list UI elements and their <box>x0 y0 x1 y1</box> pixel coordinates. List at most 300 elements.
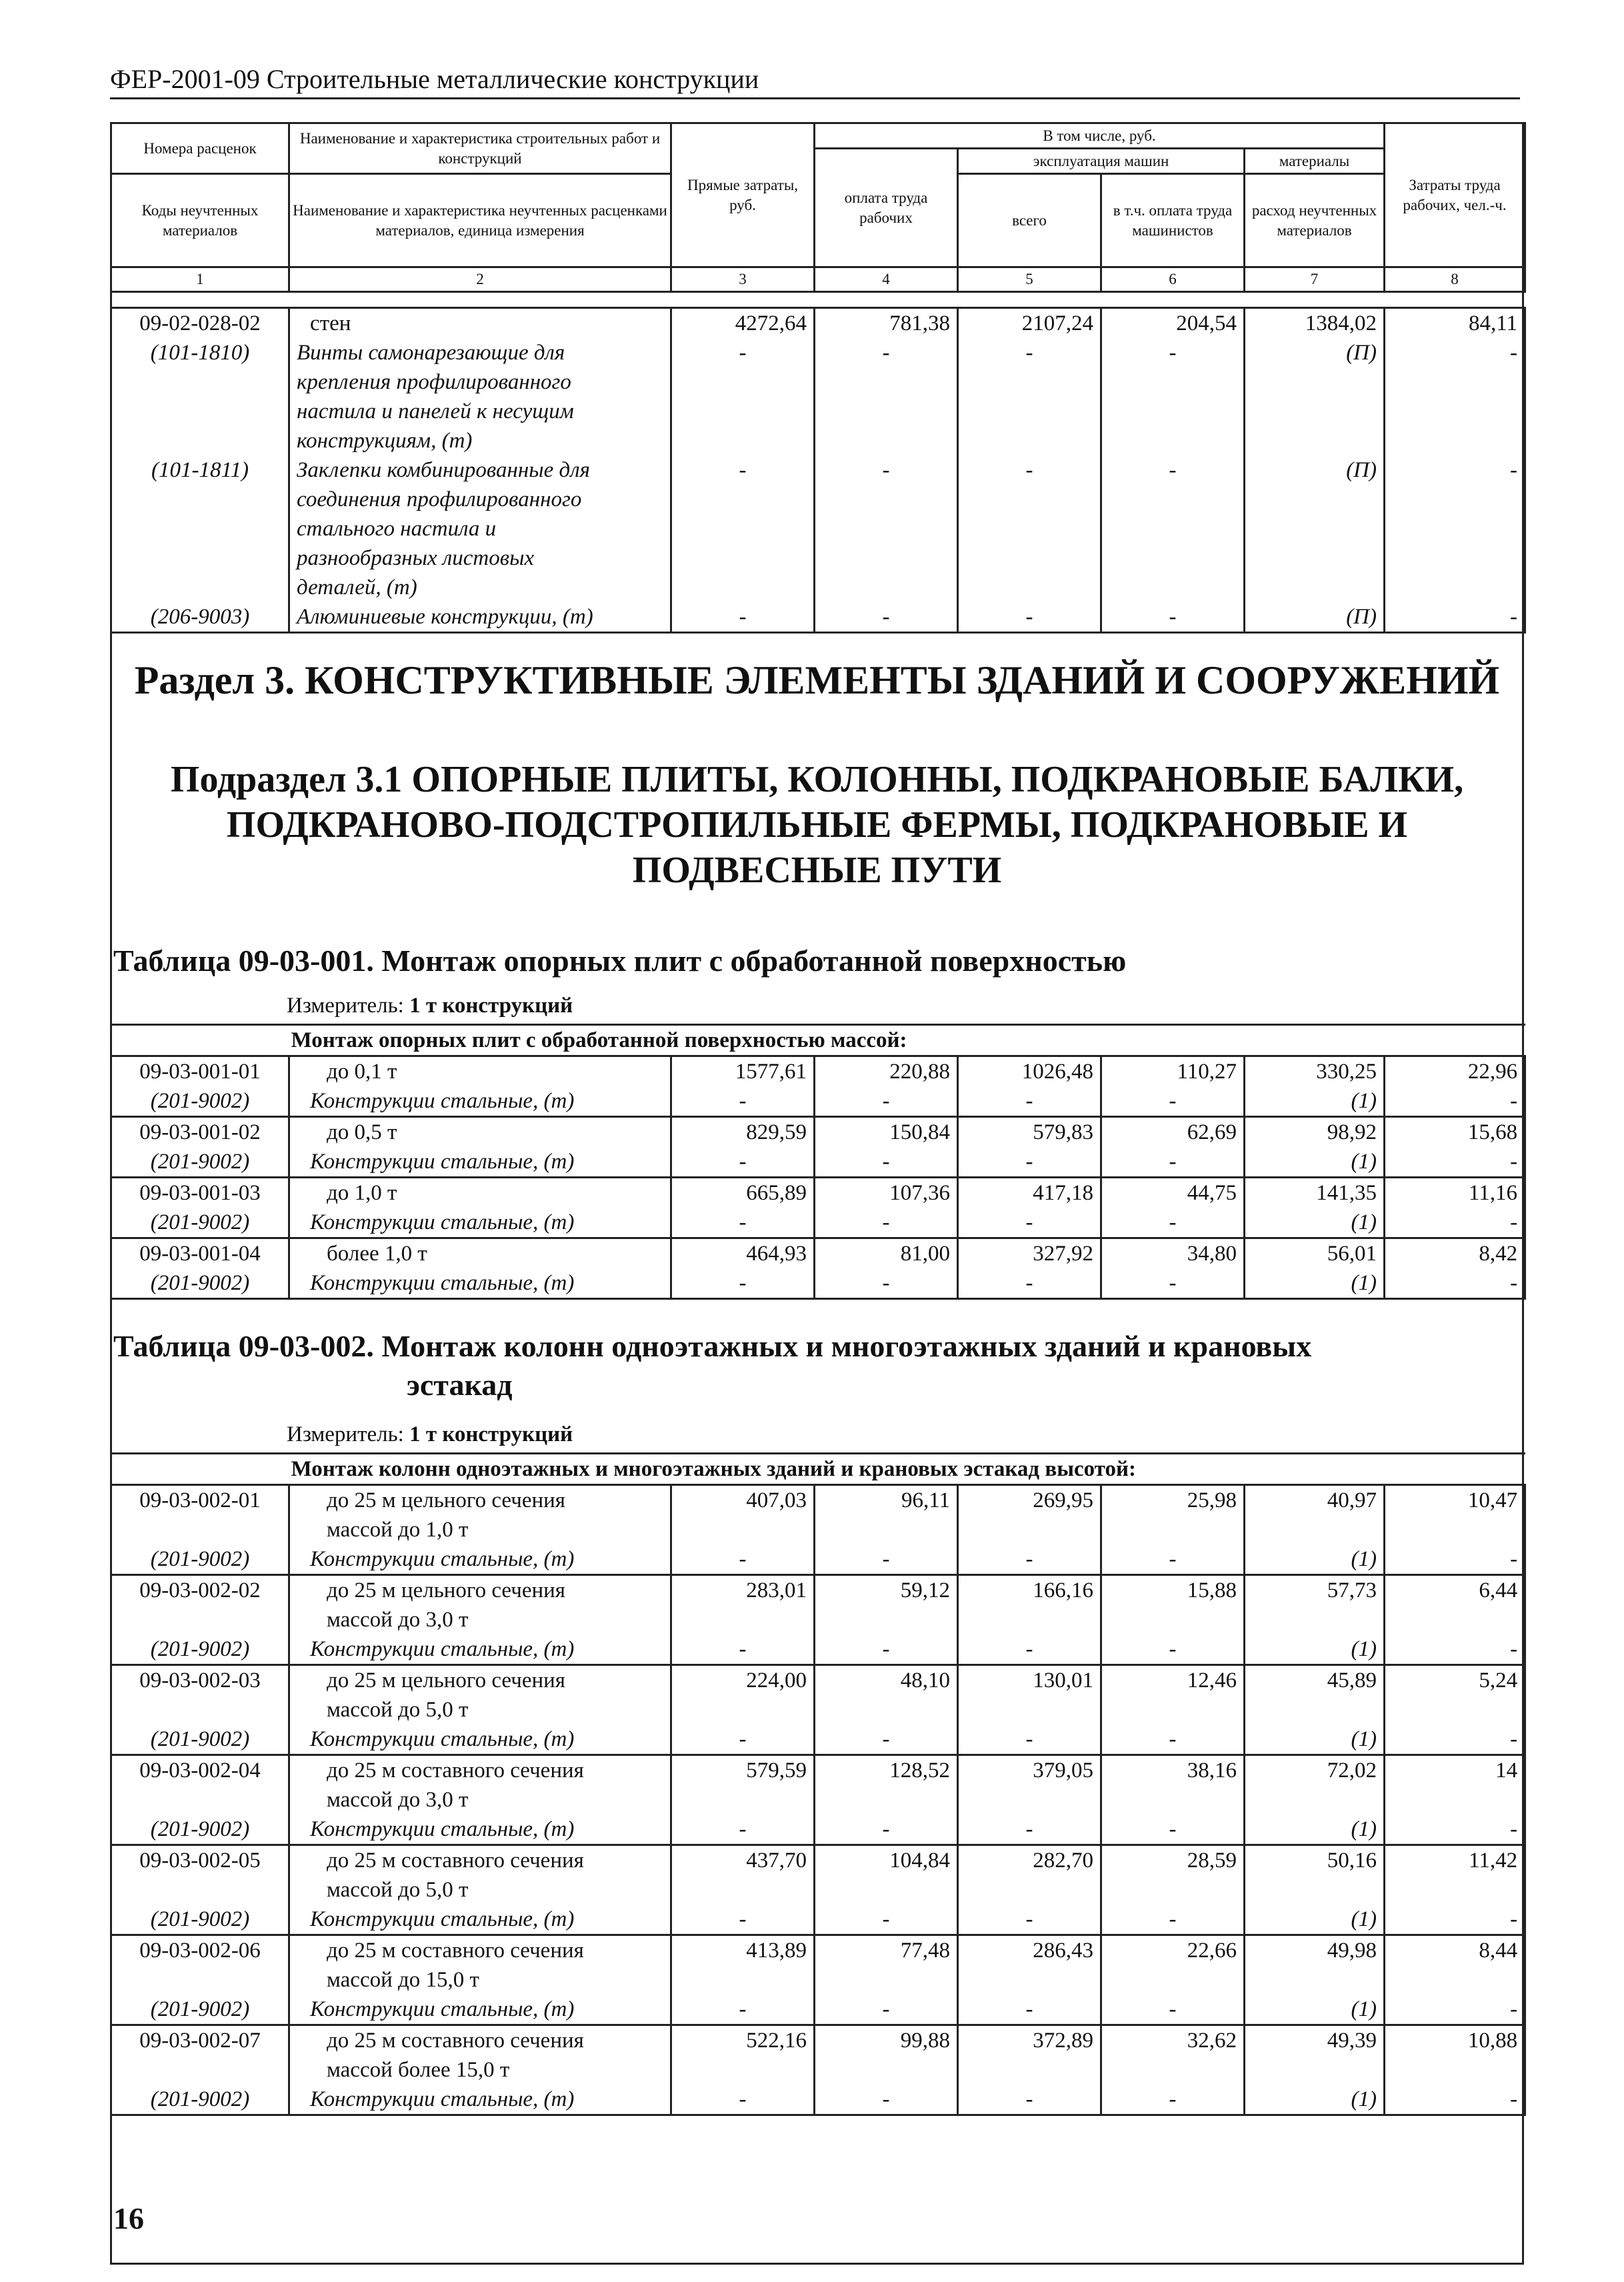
header-number: 3 <box>671 267 815 292</box>
material-row <box>111 1147 1525 1178</box>
material-name <box>289 455 671 602</box>
name-line: до 25 м составного сечения <box>327 2029 584 2053</box>
header-materials: материалы <box>1245 149 1385 174</box>
dash-cell: - <box>958 602 1101 633</box>
dash-cell: - <box>958 1634 1101 1665</box>
value-cell: 1577,61 <box>671 1056 815 1087</box>
dash-cell: - <box>958 1086 1101 1117</box>
dash-cell: - <box>958 1995 1101 2025</box>
material-category: (П) <box>1245 602 1385 633</box>
value-cell: 96,11 <box>815 1485 958 1545</box>
dash-cell: - <box>1101 1905 1245 1935</box>
material-name: Конструкции стальные, (т) <box>289 1208 671 1238</box>
dash-cell: - <box>815 1544 958 1575</box>
table1-unit-label: Измеритель: <box>287 994 404 1018</box>
table1 <box>110 1024 1526 1300</box>
header-number: 6 <box>1101 267 1245 292</box>
material-code: (201-9002) <box>111 1815 289 1845</box>
name-line: до 25 м составного сечения <box>327 1759 584 1783</box>
name-line: до 0,1 т <box>327 1060 397 1084</box>
value-cell: 107,36 <box>815 1178 958 1208</box>
dash-cell: - <box>958 1815 1101 1845</box>
dash-cell: - <box>671 1995 815 2025</box>
table-row <box>111 1935 1525 1995</box>
dash-cell: - <box>1385 1995 1525 2025</box>
value-cell: 150,84 <box>815 1117 958 1148</box>
value-cell: 32,62 <box>1101 2025 1245 2085</box>
material-row <box>111 1725 1525 1755</box>
group-row <box>111 1454 1525 1485</box>
value-cell: 413,89 <box>671 1935 815 1995</box>
dash-cell: - <box>958 1905 1101 1935</box>
dash-cell: - <box>1385 1634 1525 1665</box>
value-cell: 81,00 <box>815 1238 958 1269</box>
dash-cell: - <box>671 338 815 455</box>
name-line: деталей, (т) <box>297 576 417 600</box>
dash-cell: - <box>815 2085 958 2115</box>
value-cell: 11,42 <box>1385 1845 1525 1905</box>
header-col1-bottom: Коды неучтенных материалов <box>111 174 289 267</box>
value-cell: 269,95 <box>958 1485 1101 1545</box>
dash-cell: - <box>958 1725 1101 1755</box>
header-col2-bottom: Наименование и характеристика неучтенных расценками материалов, единица измерения <box>289 174 671 267</box>
material-code: (201-9002) <box>111 2085 289 2115</box>
table-row <box>111 1485 1525 1545</box>
material-name: Конструкции стальные, (т) <box>289 1544 671 1575</box>
table1-unit <box>287 994 573 1018</box>
subsection-title <box>112 757 1522 893</box>
value-cell: 99,88 <box>815 2025 958 2085</box>
value-cell: 2107,24 <box>958 308 1101 339</box>
value-cell: 166,16 <box>958 1575 1101 1635</box>
subsection-line: ПОДКРАНОВО-ПОДСТРОПИЛЬНЫЕ ФЕРМЫ, ПОДКРАНОВЫЕ И <box>226 804 1408 846</box>
header-col3: Прямые затраты, руб. <box>671 123 815 267</box>
name-line: массой до 3,0 т <box>327 1788 469 1812</box>
dash-cell: - <box>958 1147 1101 1178</box>
table-row <box>111 1845 1525 1905</box>
material-code: (201-9002) <box>111 1725 289 1755</box>
material-code: (201-9002) <box>111 1086 289 1117</box>
material-name <box>289 602 671 633</box>
value-cell: 464,93 <box>671 1238 815 1269</box>
value-cell: 44,75 <box>1101 1178 1245 1208</box>
dash-cell: - <box>1385 1208 1525 1238</box>
dash-cell: - <box>671 602 815 633</box>
value-cell: 45,89 <box>1245 1665 1385 1725</box>
value-cell: 34,80 <box>1101 1238 1245 1269</box>
material-code: (201-9002) <box>111 1905 289 1935</box>
value-cell: 579,83 <box>958 1117 1101 1148</box>
dash-cell: - <box>1101 1995 1245 2025</box>
work-name <box>289 1575 671 1635</box>
material-row <box>111 1544 1525 1575</box>
name-line: конструкциям, (т) <box>297 429 473 453</box>
value-cell: 128,52 <box>815 1755 958 1815</box>
table-row <box>111 1238 1525 1269</box>
material-name: Конструкции стальные, (т) <box>289 1268 671 1299</box>
dash-cell: - <box>671 2085 815 2115</box>
material-row <box>111 1815 1525 1845</box>
work-name <box>289 1755 671 1815</box>
rate-code: 09-03-002-07 <box>111 2025 289 2085</box>
value-cell: 40,97 <box>1245 1485 1385 1545</box>
name-line: крепления профилированного <box>297 370 571 394</box>
rate-code: 09-03-001-01 <box>111 1056 289 1087</box>
material-code: (201-9002) <box>111 1995 289 2025</box>
name-line: более 1,0 т <box>327 1242 427 1266</box>
material-name: Конструкции стальные, (т) <box>289 1815 671 1845</box>
dash-cell: - <box>815 1268 958 1299</box>
value-cell: 283,01 <box>671 1575 815 1635</box>
header-included: В том числе, руб. <box>815 123 1385 149</box>
rate-code: 09-03-002-02 <box>111 1575 289 1635</box>
rate-code: 09-03-002-01 <box>111 1485 289 1545</box>
material-row <box>111 2085 1525 2115</box>
name-line: массой до 5,0 т <box>327 1878 469 1902</box>
table-row <box>111 1665 1525 1725</box>
name-line: массой до 1,0 т <box>327 1518 469 1542</box>
table2-title <box>113 1327 1311 1404</box>
name-line: до 25 м составного сечения <box>327 1849 584 1873</box>
document-title: ФЕР-2001-09 Строительные металлические конструкции <box>110 64 759 94</box>
work-name <box>289 2025 671 2085</box>
value-cell: 522,16 <box>671 2025 815 2085</box>
rate-code: 09-03-002-04 <box>111 1755 289 1815</box>
value-cell: 6,44 <box>1385 1575 1525 1635</box>
name-line: настила и панелей к несущим <box>297 399 574 423</box>
header-col6: в т.ч. оплата труда машинистов <box>1101 174 1245 267</box>
dash-cell: - <box>671 1147 815 1178</box>
dash-cell: - <box>1101 338 1245 455</box>
material-row <box>111 1086 1525 1117</box>
header-col2-top: Наименование и характеристика строительных работ и конструкций <box>289 123 671 174</box>
value-cell: 437,70 <box>671 1845 815 1905</box>
work-name <box>289 1117 671 1148</box>
dash-cell: - <box>1385 1544 1525 1575</box>
dash-cell: - <box>671 1268 815 1299</box>
name-line: массой более 15,0 т <box>327 2058 510 2082</box>
table1-unit-value: 1 т конструкций <box>409 994 573 1018</box>
table2-title-line2: эстакад <box>407 1368 513 1402</box>
work-name: стен <box>289 308 671 339</box>
dash-cell: - <box>1385 1147 1525 1178</box>
material-code: (201-9002) <box>111 1208 289 1238</box>
work-name <box>289 1056 671 1087</box>
name-line: стального настила и <box>297 517 497 541</box>
table-row <box>111 1178 1525 1208</box>
rate-code: 09-03-002-03 <box>111 1665 289 1725</box>
material-code: (101-1810) <box>111 338 289 455</box>
title-rule <box>110 97 1520 99</box>
value-cell: 11,16 <box>1385 1178 1525 1208</box>
table-row <box>111 308 1525 339</box>
value-cell: 372,89 <box>958 2025 1101 2085</box>
value-cell: 110,27 <box>1101 1056 1245 1087</box>
value-cell: 1026,48 <box>958 1056 1101 1087</box>
value-cell: 48,10 <box>815 1665 958 1725</box>
header-number: 1 <box>111 267 289 292</box>
value-cell: 14 <box>1385 1755 1525 1815</box>
name-line: до 1,0 т <box>327 1181 397 1205</box>
dash-cell: - <box>671 1208 815 1238</box>
value-cell: 59,12 <box>815 1575 958 1635</box>
dash-cell: - <box>958 455 1101 602</box>
name-line: Винты самонарезающие для <box>297 341 565 365</box>
dash-cell: - <box>1101 1268 1245 1299</box>
material-code: (201-9002) <box>111 1147 289 1178</box>
top-block-table <box>110 307 1526 634</box>
name-line: массой до 15,0 т <box>327 1968 479 1992</box>
dash-cell: - <box>1385 2085 1525 2115</box>
material-category: (П) <box>1245 455 1385 602</box>
value-cell: 25,98 <box>1101 1485 1245 1545</box>
dash-cell: - <box>1385 338 1525 455</box>
group-row <box>111 1025 1525 1056</box>
material-name: Конструкции стальные, (т) <box>289 1905 671 1935</box>
name-line: массой до 3,0 т <box>327 1608 469 1632</box>
value-cell: 1384,02 <box>1245 308 1385 339</box>
value-cell: 15,68 <box>1385 1117 1525 1148</box>
table-row <box>111 1755 1525 1815</box>
dash-cell: - <box>1385 1725 1525 1755</box>
header-col4: оплата труда рабочих <box>815 149 958 267</box>
material-category: (1) <box>1245 1815 1385 1845</box>
material-row <box>111 1995 1525 2025</box>
name-line: до 25 м составного сечения <box>327 1939 584 1963</box>
subsection-line: Подраздел 3.1 ОПОРНЫЕ ПЛИТЫ, КОЛОННЫ, ПОДКРАНОВЫЕ БАЛКИ, <box>170 759 1464 800</box>
material-row <box>111 602 1525 633</box>
dash-cell: - <box>815 1725 958 1755</box>
header-col8: Затраты труда рабочих, чел.-ч. <box>1385 123 1525 267</box>
table-row <box>111 1575 1525 1635</box>
header-machines: эксплуатация машин <box>958 149 1245 174</box>
dash-cell: - <box>1385 1905 1525 1935</box>
group-title: Монтаж опорных плит с обработанной поверхностью массой: <box>111 1025 1525 1056</box>
table2 <box>110 1452 1526 2116</box>
rate-code: 09-03-001-02 <box>111 1117 289 1148</box>
dash-cell: - <box>1101 1634 1245 1665</box>
value-cell: 98,92 <box>1245 1117 1385 1148</box>
dash-cell: - <box>671 1544 815 1575</box>
dash-cell: - <box>958 2085 1101 2115</box>
value-cell: 5,24 <box>1385 1665 1525 1725</box>
page-number: 16 <box>113 2201 144 2235</box>
work-name <box>289 1665 671 1725</box>
value-cell: 204,54 <box>1101 308 1245 339</box>
value-cell: 10,47 <box>1385 1485 1525 1545</box>
material-category: (1) <box>1245 1086 1385 1117</box>
rate-code: 09-03-001-03 <box>111 1178 289 1208</box>
value-cell: 8,42 <box>1385 1238 1525 1269</box>
material-name <box>289 338 671 455</box>
table2-unit-value: 1 т конструкций <box>409 1422 573 1446</box>
value-cell: 12,46 <box>1101 1665 1245 1725</box>
work-name <box>289 1178 671 1208</box>
material-category: (1) <box>1245 1995 1385 2025</box>
rate-code: 09-02-028-02 <box>111 308 289 339</box>
header-col1-top: Номера расценок <box>111 123 289 174</box>
material-row <box>111 1905 1525 1935</box>
rate-code: 09-03-002-06 <box>111 1935 289 1995</box>
value-cell: 220,88 <box>815 1056 958 1087</box>
dash-cell: - <box>1385 1268 1525 1299</box>
dash-cell: - <box>1101 602 1245 633</box>
header-column-numbers <box>111 267 1525 292</box>
dash-cell: - <box>671 1725 815 1755</box>
name-line: массой до 5,0 т <box>327 1698 469 1722</box>
value-cell: 49,39 <box>1245 2025 1385 2085</box>
header-number: 8 <box>1385 267 1525 292</box>
dash-cell: - <box>815 1634 958 1665</box>
material-row <box>111 455 1525 602</box>
material-row <box>111 338 1525 455</box>
column-header-table <box>110 122 1526 293</box>
dash-cell: - <box>815 455 958 602</box>
work-name <box>289 1845 671 1905</box>
dash-cell: - <box>815 1086 958 1117</box>
material-code: (206-9003) <box>111 602 289 633</box>
dash-cell: - <box>958 1268 1101 1299</box>
material-code: (101-1811) <box>111 455 289 602</box>
dash-cell: - <box>671 1634 815 1665</box>
dash-cell: - <box>1385 602 1525 633</box>
table-row <box>111 2025 1525 2085</box>
dash-cell: - <box>815 338 958 455</box>
value-cell: 38,16 <box>1101 1755 1245 1815</box>
value-cell: 330,25 <box>1245 1056 1385 1087</box>
table-row <box>111 1117 1525 1148</box>
dash-cell: - <box>1385 1086 1525 1117</box>
material-row <box>111 1634 1525 1665</box>
value-cell: 379,05 <box>958 1755 1101 1815</box>
value-cell: 141,35 <box>1245 1178 1385 1208</box>
value-cell: 49,98 <box>1245 1935 1385 1995</box>
table2-title-line1: Таблица 09-03-002. Монтаж колонн одноэтажных и многоэтажных зданий и крановых <box>113 1329 1312 1363</box>
dash-cell: - <box>815 1905 958 1935</box>
value-cell: 130,01 <box>958 1665 1101 1725</box>
material-code: (201-9002) <box>111 1544 289 1575</box>
value-cell: 15,88 <box>1101 1575 1245 1635</box>
value-cell: 10,88 <box>1385 2025 1525 2085</box>
dash-cell: - <box>815 1815 958 1845</box>
dash-cell: - <box>1101 1086 1245 1117</box>
table2-unit-label: Измеритель: <box>287 1422 404 1446</box>
value-cell: 57,73 <box>1245 1575 1385 1635</box>
material-row <box>111 1268 1525 1299</box>
dash-cell: - <box>671 1086 815 1117</box>
material-category: (1) <box>1245 1208 1385 1238</box>
dash-cell: - <box>1385 1815 1525 1845</box>
material-name: Конструкции стальные, (т) <box>289 2085 671 2115</box>
dash-cell: - <box>815 1147 958 1178</box>
material-category: (1) <box>1245 1634 1385 1665</box>
name-line: до 25 м цельного сечения <box>327 1578 565 1602</box>
value-cell: 62,69 <box>1101 1117 1245 1148</box>
material-name: Конструкции стальные, (т) <box>289 1086 671 1117</box>
value-cell: 84,11 <box>1385 308 1525 339</box>
dash-cell: - <box>815 1208 958 1238</box>
header-number: 5 <box>958 267 1101 292</box>
value-cell: 282,70 <box>958 1845 1101 1905</box>
header-number: 7 <box>1245 267 1385 292</box>
dash-cell: - <box>671 1905 815 1935</box>
material-name: Конструкции стальные, (т) <box>289 1147 671 1178</box>
dash-cell: - <box>958 1544 1101 1575</box>
header-col5: всего <box>958 174 1101 267</box>
dash-cell: - <box>1101 1725 1245 1755</box>
value-cell: 77,48 <box>815 1935 958 1995</box>
name-line: Заклепки комбинированные для <box>297 458 590 482</box>
table-row <box>111 1056 1525 1087</box>
material-category: (1) <box>1245 1147 1385 1178</box>
value-cell: 579,59 <box>671 1755 815 1815</box>
material-category: (1) <box>1245 1544 1385 1575</box>
material-name: Конструкции стальные, (т) <box>289 1725 671 1755</box>
value-cell: 50,16 <box>1245 1845 1385 1905</box>
value-cell: 22,66 <box>1101 1935 1245 1995</box>
material-category: (1) <box>1245 1725 1385 1755</box>
value-cell: 4272,64 <box>671 308 815 339</box>
value-cell: 104,84 <box>815 1845 958 1905</box>
material-category: (1) <box>1245 1268 1385 1299</box>
value-cell: 8,44 <box>1385 1935 1525 1995</box>
rate-code: 09-03-002-05 <box>111 1845 289 1905</box>
name-line: до 0,5 т <box>327 1120 397 1144</box>
header-number: 4 <box>815 267 958 292</box>
work-name <box>289 1485 671 1545</box>
dash-cell: - <box>1101 1208 1245 1238</box>
group-title: Монтаж колонн одноэтажных и многоэтажных зданий и крановых эстакад высотой: <box>111 1454 1525 1485</box>
dash-cell: - <box>1101 1815 1245 1845</box>
dash-cell: - <box>1101 455 1245 602</box>
dash-cell: - <box>671 1815 815 1845</box>
material-name: Конструкции стальные, (т) <box>289 1995 671 2025</box>
material-row <box>111 1208 1525 1238</box>
value-cell: 56,01 <box>1245 1238 1385 1269</box>
dash-cell: - <box>1101 1147 1245 1178</box>
material-name: Конструкции стальные, (т) <box>289 1634 671 1665</box>
value-cell: 781,38 <box>815 308 958 339</box>
value-cell: 28,59 <box>1101 1845 1245 1905</box>
dash-cell: - <box>1385 455 1525 602</box>
dash-cell: - <box>815 1995 958 2025</box>
dash-cell: - <box>958 338 1101 455</box>
name-line: соединения профилированного <box>297 487 582 511</box>
material-code: (201-9002) <box>111 1268 289 1299</box>
material-code: (201-9002) <box>111 1634 289 1665</box>
dash-cell: - <box>671 455 815 602</box>
value-cell: 407,03 <box>671 1485 815 1545</box>
dash-cell: - <box>1101 2085 1245 2115</box>
dash-cell: - <box>815 602 958 633</box>
subsection-line: ПОДВЕСНЫЕ ПУТИ <box>632 850 1002 891</box>
value-cell: 72,02 <box>1245 1755 1385 1815</box>
value-cell: 665,89 <box>671 1178 815 1208</box>
name-line: Алюминиевые конструкции, (т) <box>297 605 593 629</box>
table1-title: Таблица 09-03-001. Монтаж опорных плит с обработанной поверхностью <box>113 944 1127 978</box>
name-line: до 25 м цельного сечения <box>327 1668 565 1692</box>
header-number: 2 <box>289 267 671 292</box>
section-title: Раздел 3. КОНСТРУКТИВНЫЕ ЭЛЕМЕНТЫ ЗДАНИЙ И СООРУЖЕНИЙ <box>134 658 1500 702</box>
header-col7: расход неучтенных материалов <box>1245 174 1385 267</box>
table2-unit <box>287 1422 573 1447</box>
rate-code: 09-03-001-04 <box>111 1238 289 1269</box>
name-line: разнообразных листовых <box>297 546 535 570</box>
value-cell: 327,92 <box>958 1238 1101 1269</box>
material-category: (1) <box>1245 2085 1385 2115</box>
material-category: (П) <box>1245 338 1385 455</box>
name-line: до 25 м цельного сечения <box>327 1488 565 1512</box>
